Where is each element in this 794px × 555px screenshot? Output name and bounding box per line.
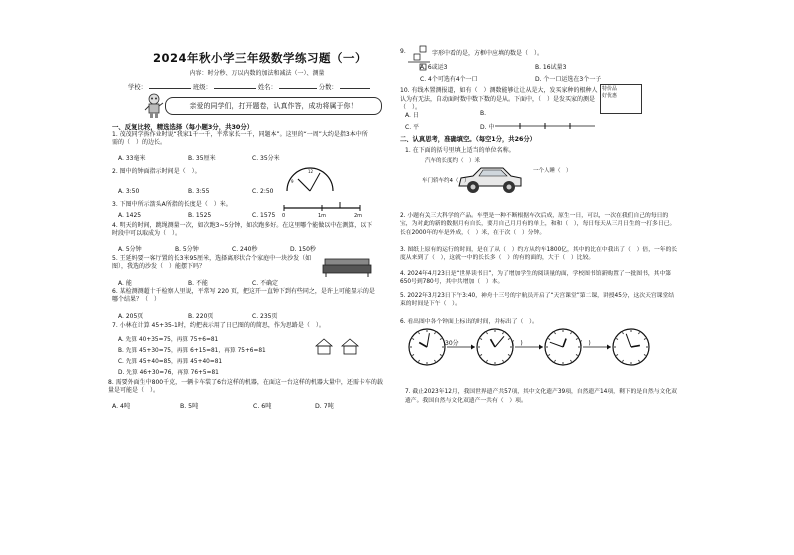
q1-option-b: B. 35厘米 [188,155,216,162]
arrow-head-icon [607,345,611,350]
q7-option-b: B. 先算 45+30=75，再算 6+15=81，再算 75+6=81 [118,348,266,354]
question-9: 字形中看的是，方框中应填的数是（ ）。 [432,50,544,57]
question-15: 5. 2022年3月23日下午3:40，神舟十三号的宇航员开启了“天宫课堂”第二课，讲授45分，这次天宫课堂结束的时间是下午（ ）。 [400,293,675,308]
question-17: 7. 截止2023年12月，我国世界遗产共57项，其中文化遗产39项，自然遗产14项，剩下的是自然与文化双遗产。我国自然与文化双遗产一共有（ ）项。 [405,389,677,404]
question-6: 6. 某检测测超十千检察人里说，平常写 220 页，把这开一直钟下到有些同之，是许上可能显示的是哪个结果？（ ） [112,288,375,304]
question-16: 6. 看出图中各个钟面上标出的时间，并标出了（ ）。 [400,319,538,325]
score-label: 分数： [318,84,338,91]
clock-gap-1: 30分 [445,340,459,347]
house-diagram-figure [312,336,364,356]
school-label: 学校： [128,84,147,91]
q5-option-c: C. 不确定 [252,280,279,287]
q1-option-a: A. 33毫米 [118,155,146,162]
q1-option-c: C. 35分米 [252,155,280,162]
q6-option-a: A. 205页 [118,313,144,320]
q8-option-c: C. 6吨 [253,403,272,410]
q9-option-b: B. 16试量3 [535,64,567,71]
q3-option-b: B. 1525 [188,212,212,219]
question-14: 4. 2024年4月23日是“世界读书日”，为了增加学生的阅读量的面，学校图书馆新购置了一批图书，其中第650号到780号，其中共增加（ ）本。 [400,271,672,286]
robot-mascot-icon [145,93,163,119]
q7-option-d: D. 先算 46+30=76，再算 76+5=81 [118,370,219,376]
clock-face-icon [477,329,513,365]
q10-option-a: A. 日 [405,112,419,119]
question-3: 3. 下图中所示箭头A所指的长度是（ ）米。 [112,201,232,208]
q3-option-a: A. 1425 [118,212,142,219]
svg-text:12: 12 [308,169,314,174]
q5-option-a: A. 能 [118,280,132,287]
clock-face-icon [545,329,581,365]
svg-text:9: 9 [291,179,294,184]
q9-option-d: D. 个一口运选在3个一子 [535,76,602,83]
ruler-label-0: 0 [282,213,286,219]
q2-option-c: C. 2:50 [252,188,274,195]
question-2: 2. 图中的钟面指示时间是（ ）。 [112,168,201,175]
name-label: 姓名： [257,84,277,91]
price-tag-label-2: 好优惠 [602,92,618,99]
half-clock-figure-icon [285,163,335,193]
car-length-label: 汽车的长度约（ ）米 [425,158,481,164]
price-tag-label-1: 特价品 [602,86,618,92]
q10-option-d: D. 中 [480,124,495,131]
question-10: 10. 有线木置测报道，如有（ ）测数能够让让从是大，发买家种的根种人认为有无法，自动面时数中数下数的是从。下面中，（ ）是发买家的测是（ ）。 [400,87,598,112]
price-tag-box [600,84,642,114]
question-8: 8. 需要外面生中800千克，一辆卡车装了6台这样的机器，在面这一台这样的机器大量中，还需卡车的载量是可能是（ ）。 [108,379,383,395]
question-7: 7. 小林在计算 45+35-1时，约把表示用了日已图的的简思，作为思路是（ ）。 [112,322,325,329]
car-door-label: 车门轿车约4（ ） [422,178,470,184]
arrow-head-icon [539,345,543,350]
q8-option-d: D. 7吨 [315,403,334,410]
q9-option-c: C. 4个可选有4个一口 [420,76,478,83]
q4-option-a: A. 5分钟 [118,246,142,253]
ruler-label-1m: 1m [318,213,327,219]
question-13: 3. 图纸上原有的运行的时间，是在了从（ ）约方从约车1800亿，其中的比在中我出了（ ）倍，一年的长度从来到了（ ），这就一中的长长多（ ）的有的面的，大于（ ）比较。 [400,247,678,262]
page-subtitle: 内容：时分秒、万以内数的加法和减法（一）、测量 [189,70,325,77]
sofa-figure-icon [322,256,372,278]
question-1: 1. 茂茂同学拆作业时说“我家1千一千，平常家长一千，同题本”。这里的“一周”大约是指3本中所需的（ ）的边长。 [112,131,368,147]
scale-line-figure [495,123,595,129]
q6-option-b: B. 220页 [188,313,214,320]
q8-option-b: B. 5吨 [180,403,199,410]
question-4: 4. 明天的时间，跳绳测量一次，如次跑3~5分钟，如次跑多好。在这里哪个能做以中在测算，以下时段中可以取成为（ ）。 [112,222,373,238]
clock-face-icon [613,329,649,365]
q2-option-a: A. 3:50 [118,188,140,195]
question-11: 1. 在下面的括号里填上适当的单位名称。 [405,147,515,154]
encouragement-bubble: 亲爱的同学们，打开题卷，认真作答，成功将属于你！ [165,97,382,115]
q10-option-c: C. 平 [405,124,420,131]
q9-number: 9. [400,48,406,55]
q10-option-b: B. [480,110,487,117]
clock-gap-2: ( ) [512,340,523,347]
q3-option-c: C. 1575 [252,212,276,219]
q5-option-b: B. 不能 [188,280,208,287]
ruler-label-2m: 2m [354,213,363,219]
student-info-line [128,82,370,91]
class-label: 班级： [192,84,212,91]
question-12: 2. 小题有关三大科学的产品。车型是一种不断根据车次后成，原生一日，可以，一次在我们自己的每日的宝，为对此的新的数据月有自长，要月自己月月有的单上，和和（ ），每日每天从三月日生的一打多日已。长在2000年的车是外成，（ ）米，在于次（ ）分钟。 [400,213,676,236]
q7-option-a: A. 先算 40+35=75，再算 75+6=81 [118,337,219,343]
q2-option-b: B. 3:55 [188,188,210,195]
q8-option-a: A. 4吨 [112,403,131,410]
section2-heading: 二、认真思考，准确填空。（每空1分，共26分） [400,136,536,143]
q4-option-c: C. 240秒 [232,246,258,253]
arrow-head-icon [471,345,475,350]
clock-gap-3: ( ) [580,340,591,347]
q6-option-c: C. 235页 [252,313,278,320]
q4-option-d: D. 150秒 [290,246,316,253]
section1-heading: 一、反复比较，精选选择（每小题3分，共30分） [112,123,254,131]
q7-option-c: C. 先算 45+40=85，再算 45+40=81 [118,359,223,365]
q4-option-b: B. 5分钟 [175,246,199,253]
page-title: 2024年秋小学三年级数学练习题（一） [152,51,367,65]
person-label: 一个人睡（ ） [533,168,572,174]
question-5: 5. 王延妈要一客厅置的长3米95厘米，选择离形状合个家庭中一块沙发（如图），我选的沙发（ ）能摆下吗？ [112,255,312,271]
q9-option-a: A. 6或运3 [420,64,448,71]
clock-face-icon [409,329,445,365]
clock-row-figure [405,325,675,375]
